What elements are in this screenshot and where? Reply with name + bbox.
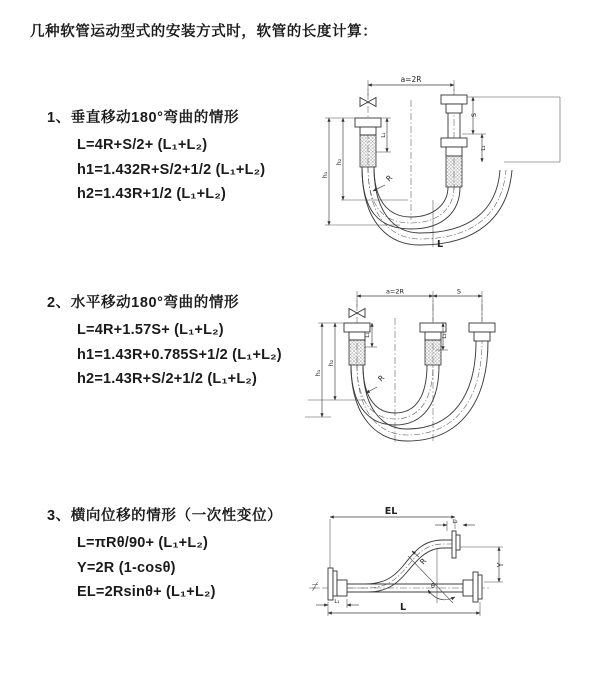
dim-label-l2: L₂ [442, 333, 448, 339]
formula-list [47, 531, 282, 605]
formula-list [47, 318, 282, 392]
braided-hose-section [425, 340, 441, 365]
diagram-horizontal-180-bend [303, 283, 598, 463]
formula-length: L=πRθ/90+ (L₁+L₂) [77, 535, 209, 551]
dim-label-r: R [417, 556, 429, 567]
dim-label-l1: L₁ [334, 599, 340, 605]
left-flange [328, 568, 333, 600]
dim-label-h1: h₁ [314, 369, 322, 377]
formula-h2: h2=1.43R+S/2+1/2 (L₁+L₂) [77, 371, 258, 387]
diagram-vertical-180-bend [308, 70, 598, 255]
braided-hose-section [446, 156, 462, 187]
formula-y: Y=2R (1-cosθ) [77, 559, 176, 576]
dim-label-y: Y [496, 562, 505, 568]
valve-icon [349, 309, 357, 318]
right-upper-flange [441, 95, 467, 104]
dim-label-l1: L₁ [381, 132, 387, 138]
upper-flange-moved-position [452, 531, 456, 558]
middle-flange [420, 323, 446, 332]
formula-length: L=4R+S/2+ (L₁+L₂) [77, 137, 208, 153]
dim-label-s: S [456, 287, 462, 296]
dimensions [321, 75, 560, 250]
dim-label-s: S [470, 112, 478, 118]
pipe-break-icon [312, 582, 318, 591]
valve-icon [360, 98, 368, 107]
section-heading: 1、垂直移动180°弯曲的情形 [47, 110, 240, 126]
braided-hose-section [349, 340, 365, 365]
dim-label-a2r: a=2R [400, 75, 422, 84]
formula-h2: h2=1.43R+1/2 (L₁+L₂) [77, 186, 227, 202]
hose-assembly [362, 167, 512, 245]
hose-assembly [347, 540, 463, 592]
section-lateral-displacement [47, 504, 282, 605]
page-title: 几种软管运动型式的安装方式时，软管的长度计算： [30, 24, 378, 40]
dim-label-l2: L₂ [452, 519, 458, 525]
dim-label-l2: L₂ [481, 145, 487, 151]
dimensions [305, 288, 482, 418]
dim-label-el: EL [384, 506, 398, 517]
dim-label-theta: θ [431, 582, 435, 590]
formula-h1: h1=1.432R+S/2+1/2 (L₁+L₂) [77, 161, 266, 178]
braided-hose-section [360, 135, 376, 167]
formula-length: L=4R+1.57S+ (L₁+L₂) [77, 322, 224, 338]
dim-label-a2r: a=2R [385, 287, 405, 296]
formula-list [47, 133, 265, 207]
section-heading: 3、横向位移的情形（一次性变位） [47, 508, 283, 524]
right-flange-original-position [463, 580, 473, 596]
dim-label-h1: h₁ [321, 171, 329, 179]
section-heading: 2、水平移动180°弯曲的情形 [47, 295, 240, 311]
right-flange-moved-position [469, 323, 495, 332]
dim-label-r: R [376, 373, 387, 384]
left-flange [344, 323, 370, 332]
dim-label-l: L [437, 239, 444, 250]
section-horizontal-movement [47, 291, 282, 392]
formula-el: EL=2Rsinθ+ (L₁+L₂) [77, 584, 216, 600]
dim-label-r: R [384, 173, 395, 184]
dim-label-h2: h₂ [327, 359, 335, 367]
dim-label-l: L [399, 602, 407, 613]
section-vertical-movement [47, 106, 265, 207]
right-lower-flange [441, 138, 467, 147]
fittings [312, 531, 482, 602]
dim-label-l1: L₁ [365, 332, 371, 338]
formula-h1: h1=1.43R+0.785S+1/2 (L₁+L₂) [77, 346, 282, 363]
centerlines [357, 291, 482, 443]
diagram-lateral-displacement [303, 498, 518, 646]
hose-assembly [351, 341, 488, 441]
dim-label-h2: h₂ [335, 158, 343, 166]
left-flange [355, 118, 381, 127]
